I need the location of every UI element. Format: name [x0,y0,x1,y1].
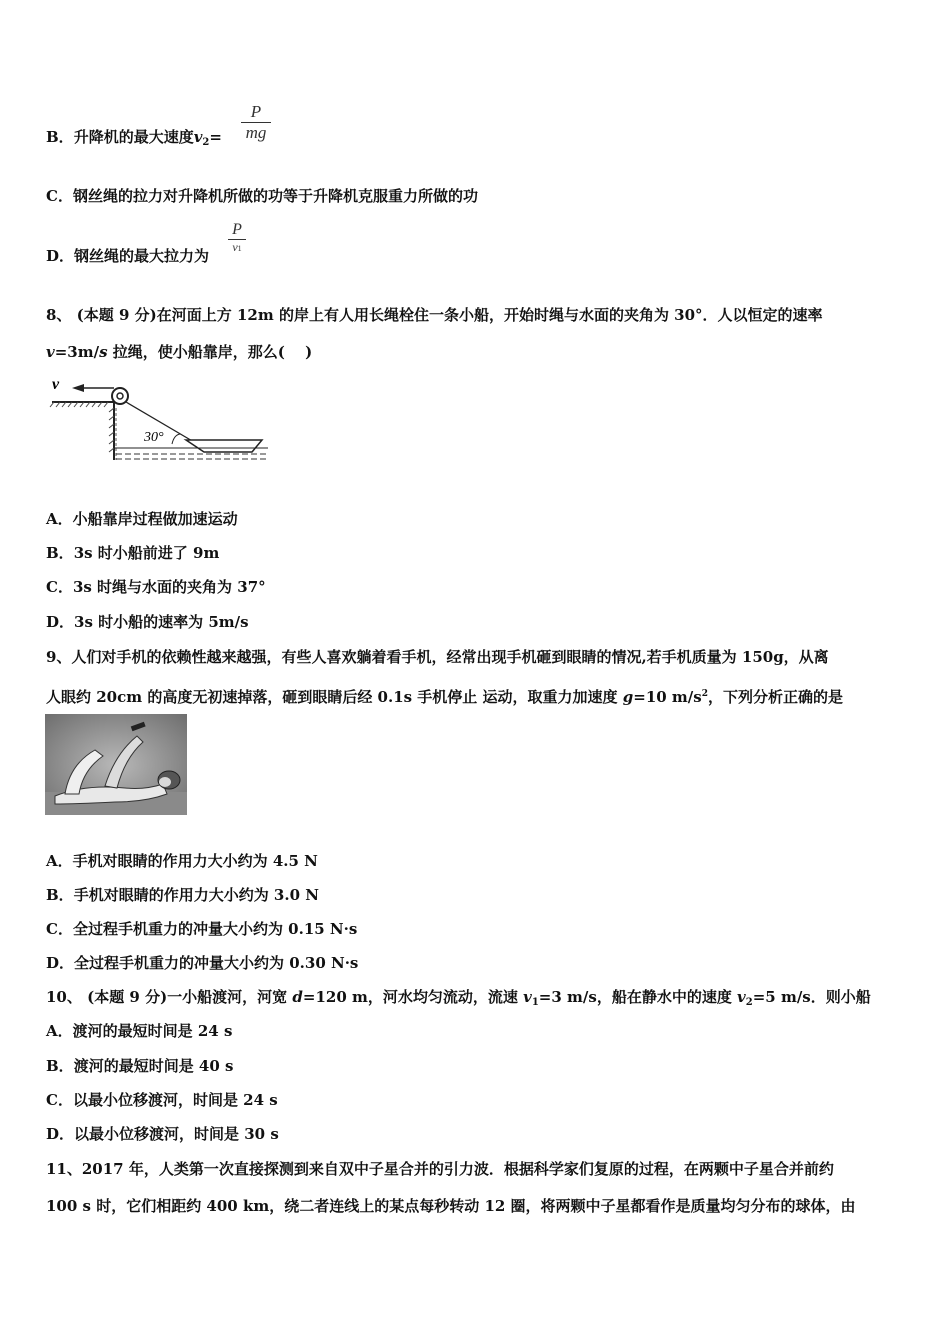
q10-option-d-letter: D． [46,1125,75,1143]
q9-option-b-text: 手机对眼睛的作用力大小约为 3.0 N [73,886,319,904]
q10-option-b-text: 渡河的最短时间是 40 s [73,1057,234,1075]
q10-var-v2: v [737,988,746,1006]
q9-option-c [46,919,357,939]
q7-option-d [46,246,209,266]
q8-option-c-text: 3s 时绳与水面的夹角为 37° [72,578,266,596]
q8-option-a-text: 小船靠岸过程做加速运动 [72,510,238,528]
q10-option-a-text: 渡河的最短时间是 24 s [72,1022,233,1040]
q7-option-b-text: 升降机的最大速度 [73,128,194,146]
q8-line2-rest: =3m/ [54,343,100,361]
q9-option-c-text: 全过程手机重力的冲量大小约为 0.15 N·s [72,920,358,938]
q7-option-b-frac-den: mg [245,123,267,142]
q7-option-b-fraction [241,102,271,143]
q9-option-d [46,953,358,973]
q10-e: =5 m/s．则小船 [752,988,871,1006]
q10-b: =120 m，河水均匀流动，流速 [302,988,524,1006]
q7-option-d-fraction [228,221,246,255]
q10-var-v1: v [523,988,532,1006]
q10-var-d: d [292,988,303,1006]
q7-option-d-letter: D． [46,247,75,265]
q7-option-d-text: 钢丝绳的最大拉力为 [74,247,210,265]
q9-line1: 9、人们对手机的依赖性越来越强，有些人喜欢躺着看手机，经常出现手机砸到眼睛的情况,若手机质量为 150g，从离 [46,648,829,666]
q9-option-a-text: 手机对眼睛的作用力大小约为 4.5 N [72,852,318,870]
q10-option-b-letter: B． [46,1057,74,1075]
q11-stem-line1 [46,1159,834,1179]
q8-option-a [46,509,238,529]
q7-option-b-var: v [193,128,203,146]
q7-option-b-eq: = [209,128,222,146]
q8-boat-rope-figure [46,372,276,467]
q7-option-c-letter: C． [46,187,73,205]
q8-stem-line2 [46,342,312,362]
q10-a: 10、 (本题 9 分)一小船渡河，河宽 [46,988,293,1006]
q11-line2: 100 s 时，它们相距约 400 km，绕二者连线上的某点每秒转动 12 圈，将两颗中子星都看作是质量均匀分布的球体，由 [46,1197,856,1215]
q9-option-d-letter: D． [46,954,75,972]
q10-option-c-text: 以最小位移渡河，时间是 24 s [72,1091,278,1109]
q7-option-b-frac-num: P [250,102,262,121]
q7-option-b-letter: B． [46,128,74,146]
q9-line2-c: ，下列分析正确的是 [708,688,844,706]
q10-option-b [46,1056,233,1076]
q8-var-v: v [46,343,55,361]
q9-line2-sup: 2 [701,689,708,699]
q10-stem [46,987,871,1013]
q7-option-b-sub: 2 [202,137,210,148]
q9-var-g: g [622,688,634,706]
q8-line2-unit: s [99,343,108,361]
q7-option-c-text: 钢丝绳的拉力对升降机所做的功等于升降机克服重力所做的功 [72,187,478,205]
q7-option-d-frac-den-var: v [232,240,238,254]
q10-sub2: 2 [745,997,753,1008]
q8-option-c-letter: C． [46,578,73,596]
q7-option-d-frac-den [228,240,246,255]
q8-option-b-letter: B． [46,544,74,562]
q7-option-b [46,127,222,153]
q10-sub1: 1 [531,997,539,1008]
q9-option-b-letter: B． [46,886,74,904]
q8-option-d-letter: D． [46,613,75,631]
angle-label: 30° [144,430,164,445]
q8-line1: (本题 9 分)在河面上方 12m 的岸上有人用长绳栓住一条小船，开始时绳与水面的夹角为 30°．人以恒定的速率 [76,306,823,324]
q10-option-a-letter: A． [46,1022,73,1040]
q9-stem-line1 [46,647,829,667]
q9-option-a-letter: A． [46,852,73,870]
q9-person-phone-photo [45,714,187,815]
q8-stem-line1 [46,305,823,325]
q8-option-d-text: 3s 时小船的速率为 5m/s [74,613,249,631]
q7-option-d-frac-den-sub: 1 [237,244,242,253]
q9-option-d-text: 全过程手机重力的冲量大小约为 0.30 N·s [74,954,359,972]
q9-option-c-letter: C． [46,920,73,938]
q8-option-c [46,577,266,597]
q9-stem-line2 [46,684,843,707]
q8-option-b-text: 3s 时小船前进了 9m [73,544,220,562]
q10-option-c [46,1090,278,1110]
velocity-label: v [52,376,60,393]
q8-number: 8、 [46,306,72,324]
q9-option-a [46,851,318,871]
q10-option-a [46,1021,232,1041]
q8-line2-tail: 拉绳，使小船靠岸，那么( ) [107,343,313,361]
q10-option-c-letter: C． [46,1091,73,1109]
boat-shape [186,440,262,452]
q7-option-c [46,186,478,206]
q8-option-b [46,543,219,563]
q10-option-d-text: 以最小位移渡河，时间是 30 s [74,1125,279,1143]
q7-option-d-frac-num: P [232,221,242,238]
q10-option-d [46,1124,279,1144]
q9-line2-b: =10 m/s [633,688,702,706]
q8-option-a-letter: A． [46,510,73,528]
q9-line2-a: 人眼约 20cm 的高度无初速掉落，砸到眼睛后经 0.1s 手机停止 运动，取重力加速度 [46,688,623,706]
q11-line1: 11、2017 年，人类第一次直接探测到来自双中子星合并的引力波．根据科学家们复原的过程，在两颗中子星合并前约 [46,1160,834,1178]
q8-option-d [46,612,249,632]
q11-stem-line2 [46,1196,856,1216]
q10-c: =3 m/s，船在静水中的速度 [538,988,738,1006]
q9-option-b [46,885,319,905]
